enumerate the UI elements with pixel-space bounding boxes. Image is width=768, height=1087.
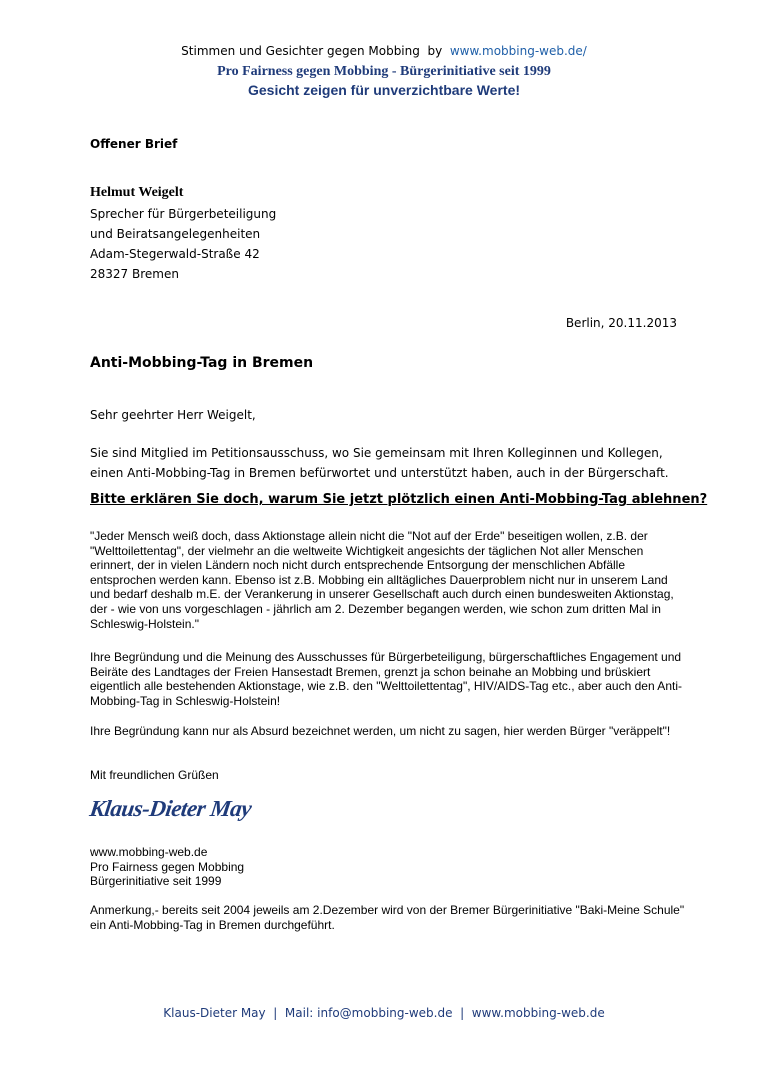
recipient-line: und Beiratsangelegenheiten xyxy=(90,227,261,241)
intro-paragraph: Sie sind Mitglied im Petitionsausschuss, wo Sie gemeinsam mit Ihren Kolleginnen und Kollegen, einen Anti-Mobbing-Tag in Bremen befürwortet und unterstützt haben, auch in der Bürgerschaft. xyxy=(90,446,669,480)
sender-since: Bürgerinitiative seit 1999 xyxy=(90,874,222,889)
note-paragraph: Anmerkung,- bereits seit 2004 jeweils am 2.Dezember wird von der Bremer Bürgerinitiative "Baki-Meine Schule" ein Anti-Mobbing-Tag in Bremen durchgeführt. xyxy=(90,903,685,932)
reasoning-paragraph: Ihre Begründung und die Meinung des Ausschusses für Bürgerbeteiligung, bürgerschaftliches Engagement und Beiräte des Landtages der Freien Hansestadt Bremen, grenzt ja schon beinahe an Mobbing und brüskiert eigentlich alle bestehenden Aktionstage, wie z.B. den "Welttoilettentag", HIV/AIDS-Tag etc., aber auch den Anti-Mobbing-Tag in Schleswig-Holstein! xyxy=(90,650,682,708)
salutation: Sehr geehrter Herr Weigelt, xyxy=(90,408,256,422)
header-link[interactable]: www.mobbing-web.de/ xyxy=(449,44,587,58)
letter-date: Berlin, 20.11.2013 xyxy=(565,316,677,330)
header-line-2: Pro Fairness gegen Mobbing - Bürgerinitiative seit 1999 xyxy=(217,64,551,79)
closing: Mit freundlichen Grüßen xyxy=(90,768,219,782)
footer xyxy=(0,1006,768,1020)
quote-paragraph: "Jeder Mensch weiß doch, dass Aktionstage allein nicht die "Not auf der Erde" beseitigen wollen, z.B. der "Welttoilettentag", der vielmehr an die weltweite Wichtigkeit angesichts der täglichen Not aller Menschen erinnert, der in vielen Ländern noch nicht durch entsprechende Entsorgung der menschlichen Abfälle entsprochen werden kann. Ebenso ist z.B. Mobbing ein alltägliches Dauerproblem nicht nur in unserem Land und bedarf deshalb m.E. der Verankerung in unserer Gesellschaft auch durch einen bundesweiten Aktionstag, der - wie von uns vorgeschlagen - jährlich am 2. Dezember begangen werden, wie schon zum dritten Mal in Schleswig-Holstein." xyxy=(90,529,674,631)
footer-separator: | xyxy=(452,1006,472,1020)
footer-website[interactable]: www.mobbing-web.de xyxy=(471,1006,605,1020)
header-slogan: Gesicht zeigen für unverzichtbare Werte! xyxy=(247,82,521,98)
footer-name: Klaus-Dieter May | Mail: xyxy=(163,1006,318,1020)
recipient-line: Adam-Stegerwald-Straße 42 xyxy=(90,247,260,261)
recipient-name: Helmut Weigelt xyxy=(90,185,184,200)
header-line-1 xyxy=(0,44,768,58)
conclusion-paragraph: Ihre Begründung kann nur als Absurd bezeichnet werden, um nicht zu sagen, hier werden Bürger "veräppelt"! xyxy=(90,724,671,738)
footer-email[interactable]: info@mobbing-web.de xyxy=(317,1006,453,1020)
signature: Klaus-Dieter May xyxy=(88,796,253,821)
sender-website[interactable]: www.mobbing-web.de xyxy=(90,845,208,859)
recipient-line: Sprecher für Bürgerbeteiligung xyxy=(90,207,277,221)
letter-type: Offener Brief xyxy=(90,137,178,151)
header-tagline: Stimmen und Gesichter gegen Mobbing by xyxy=(181,44,450,58)
recipient-line: 28327 Bremen xyxy=(90,267,179,281)
sender-block xyxy=(90,845,244,889)
question-heading: Bitte erklären Sie doch, warum Sie jetzt plötzlich einen Anti-Mobbing-Tag ablehnen? xyxy=(90,492,708,507)
sender-org: Pro Fairness gegen Mobbing xyxy=(90,859,245,874)
letter-subject: Anti-Mobbing-Tag in Bremen xyxy=(90,355,314,371)
